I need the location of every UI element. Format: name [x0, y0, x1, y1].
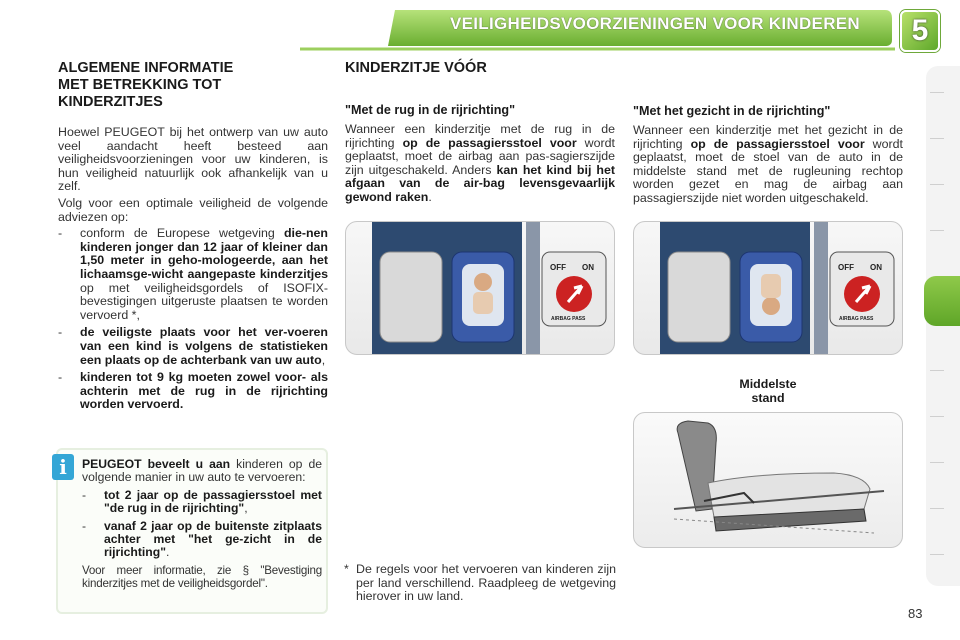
side-tab-divider	[930, 92, 944, 93]
side-tab-divider	[930, 554, 944, 555]
side-tab-divider	[930, 230, 944, 231]
list-item: - conform de Europese wetgeving die-nen kinderen jonger dan 12 jaar of kleiner dan 1,50 meter in geho-mologeerde, aan het lichaamsge-wicht aangepaste kinderzitjes op met veiligheidsgordels of ISOFIX-bevestigingen uitgeruste plaatsen te worden vervoerd *,	[58, 226, 328, 322]
side-tab-divider	[930, 138, 944, 139]
airbag-on-label: ON	[582, 263, 594, 272]
side-tab-divider	[930, 416, 944, 417]
front-child-seat-column	[345, 60, 615, 205]
rear-facing-text: Wanneer een kinderzitje met de rug in de rijrichting op de passagiersstoel voor wordt geplaatst, moet de airbag aan pas-sagierszijde zijn uitgeschakeld. Anders kan het kind bij het afgaan van de air-bag levensgevaarlijk gewond raken.	[345, 122, 615, 204]
forward-facing-column	[633, 104, 903, 206]
footnote-marker: *	[344, 562, 349, 576]
airbag-off-label: OFF	[550, 263, 566, 272]
airbag-pass-label: AIRBAG PASS	[551, 316, 586, 322]
side-tab-divider	[930, 462, 944, 463]
section-heading-general: ALGEMENE INFORMATIE MET BETREKKING TOT KINDERZITJES	[58, 60, 234, 110]
list-item: - vanaf 2 jaar op de buitenste zitplaats achter met "het ge-zicht in de rijrichting".	[82, 518, 322, 560]
list-item: - de veiligste plaats voor het ver-voeren van een kind is volgens de statistieken een plaats op de achterbank van uw auto,	[58, 325, 328, 367]
recommendation-content	[82, 458, 322, 590]
forward-facing-illustration	[634, 222, 903, 355]
seat-side-illustration	[634, 413, 903, 548]
forward-facing-text: Wanneer een kinderzitje met het gezicht in de rijrichting op de passagiersstoel voor wordt geplaatst, moet de stoel van de auto in de middelste stand met de rugleuning rechtop worden gezet en mag de airbag aan passagierszijde niet worden uitgeschakeld.	[633, 123, 903, 205]
page-header	[0, 0, 960, 56]
airbag-off-label: OFF	[838, 263, 854, 272]
advice-list	[58, 227, 328, 412]
forward-facing-heading: "Met het gezicht in de rijrichting"	[633, 104, 831, 118]
list-item: - tot 2 jaar op de passagiersstoel met "de rug in de rijrichting",	[82, 487, 322, 516]
side-tab-active-chapter[interactable]	[924, 276, 960, 326]
seat-side-figure	[633, 412, 903, 548]
side-tab-divider	[930, 184, 944, 185]
footnote	[344, 562, 616, 604]
chapter-number-badge: 5	[900, 10, 940, 52]
forward-facing-figure	[633, 221, 903, 355]
rear-facing-illustration	[346, 222, 615, 355]
rear-facing-figure	[345, 221, 615, 355]
recommendation-lead: PEUGEOT beveelt u aan kinderen op de volgende manier in uw auto te vervoeren:	[82, 457, 322, 485]
page-number: 83	[908, 606, 923, 621]
intro-paragraph: Hoewel PEUGEOT bij het ontwerp van uw auto veel aandacht heeft besteed aan veiligheidsvoorzieningen voor uw kinderen, is hun veiligheid natuurlijk ook afhankelijk van u zelf.	[58, 125, 328, 194]
seat-position-label: Middelste stand	[739, 377, 797, 405]
info-icon: i	[52, 454, 74, 480]
reference-note: Voor meer informatie, zie § "Bevestiging kinderzitjes met de veiligheidsgordel".	[82, 563, 322, 590]
list-item: - kinderen tot 9 kg moeten zowel voor- als achterin met de rug in de rijrichting worden vervoerd.	[58, 370, 328, 412]
airbag-pass-label: AIRBAG PASS	[839, 316, 874, 322]
recommendation-list	[82, 489, 322, 560]
general-info-column	[58, 60, 328, 416]
side-tab-divider	[930, 370, 944, 371]
chapter-title: VEILIGHEIDSVOORZIENINGEN VOOR KINDEREN	[449, 14, 860, 33]
side-tab-divider	[930, 508, 944, 509]
advice-intro: Volg voor een optimale veiligheid de volgende adviezen op:	[58, 195, 328, 224]
footnote-text: De regels voor het vervoeren van kinderen zijn per land verschillend. Raadpleeg de wetgeving hierover in uw land.	[356, 562, 616, 604]
section-heading-front-seat: KINDERZITJE VÓÓR	[345, 60, 487, 76]
airbag-on-label: ON	[870, 263, 882, 272]
rear-facing-heading: "Met de rug in de rijrichting"	[345, 103, 516, 117]
